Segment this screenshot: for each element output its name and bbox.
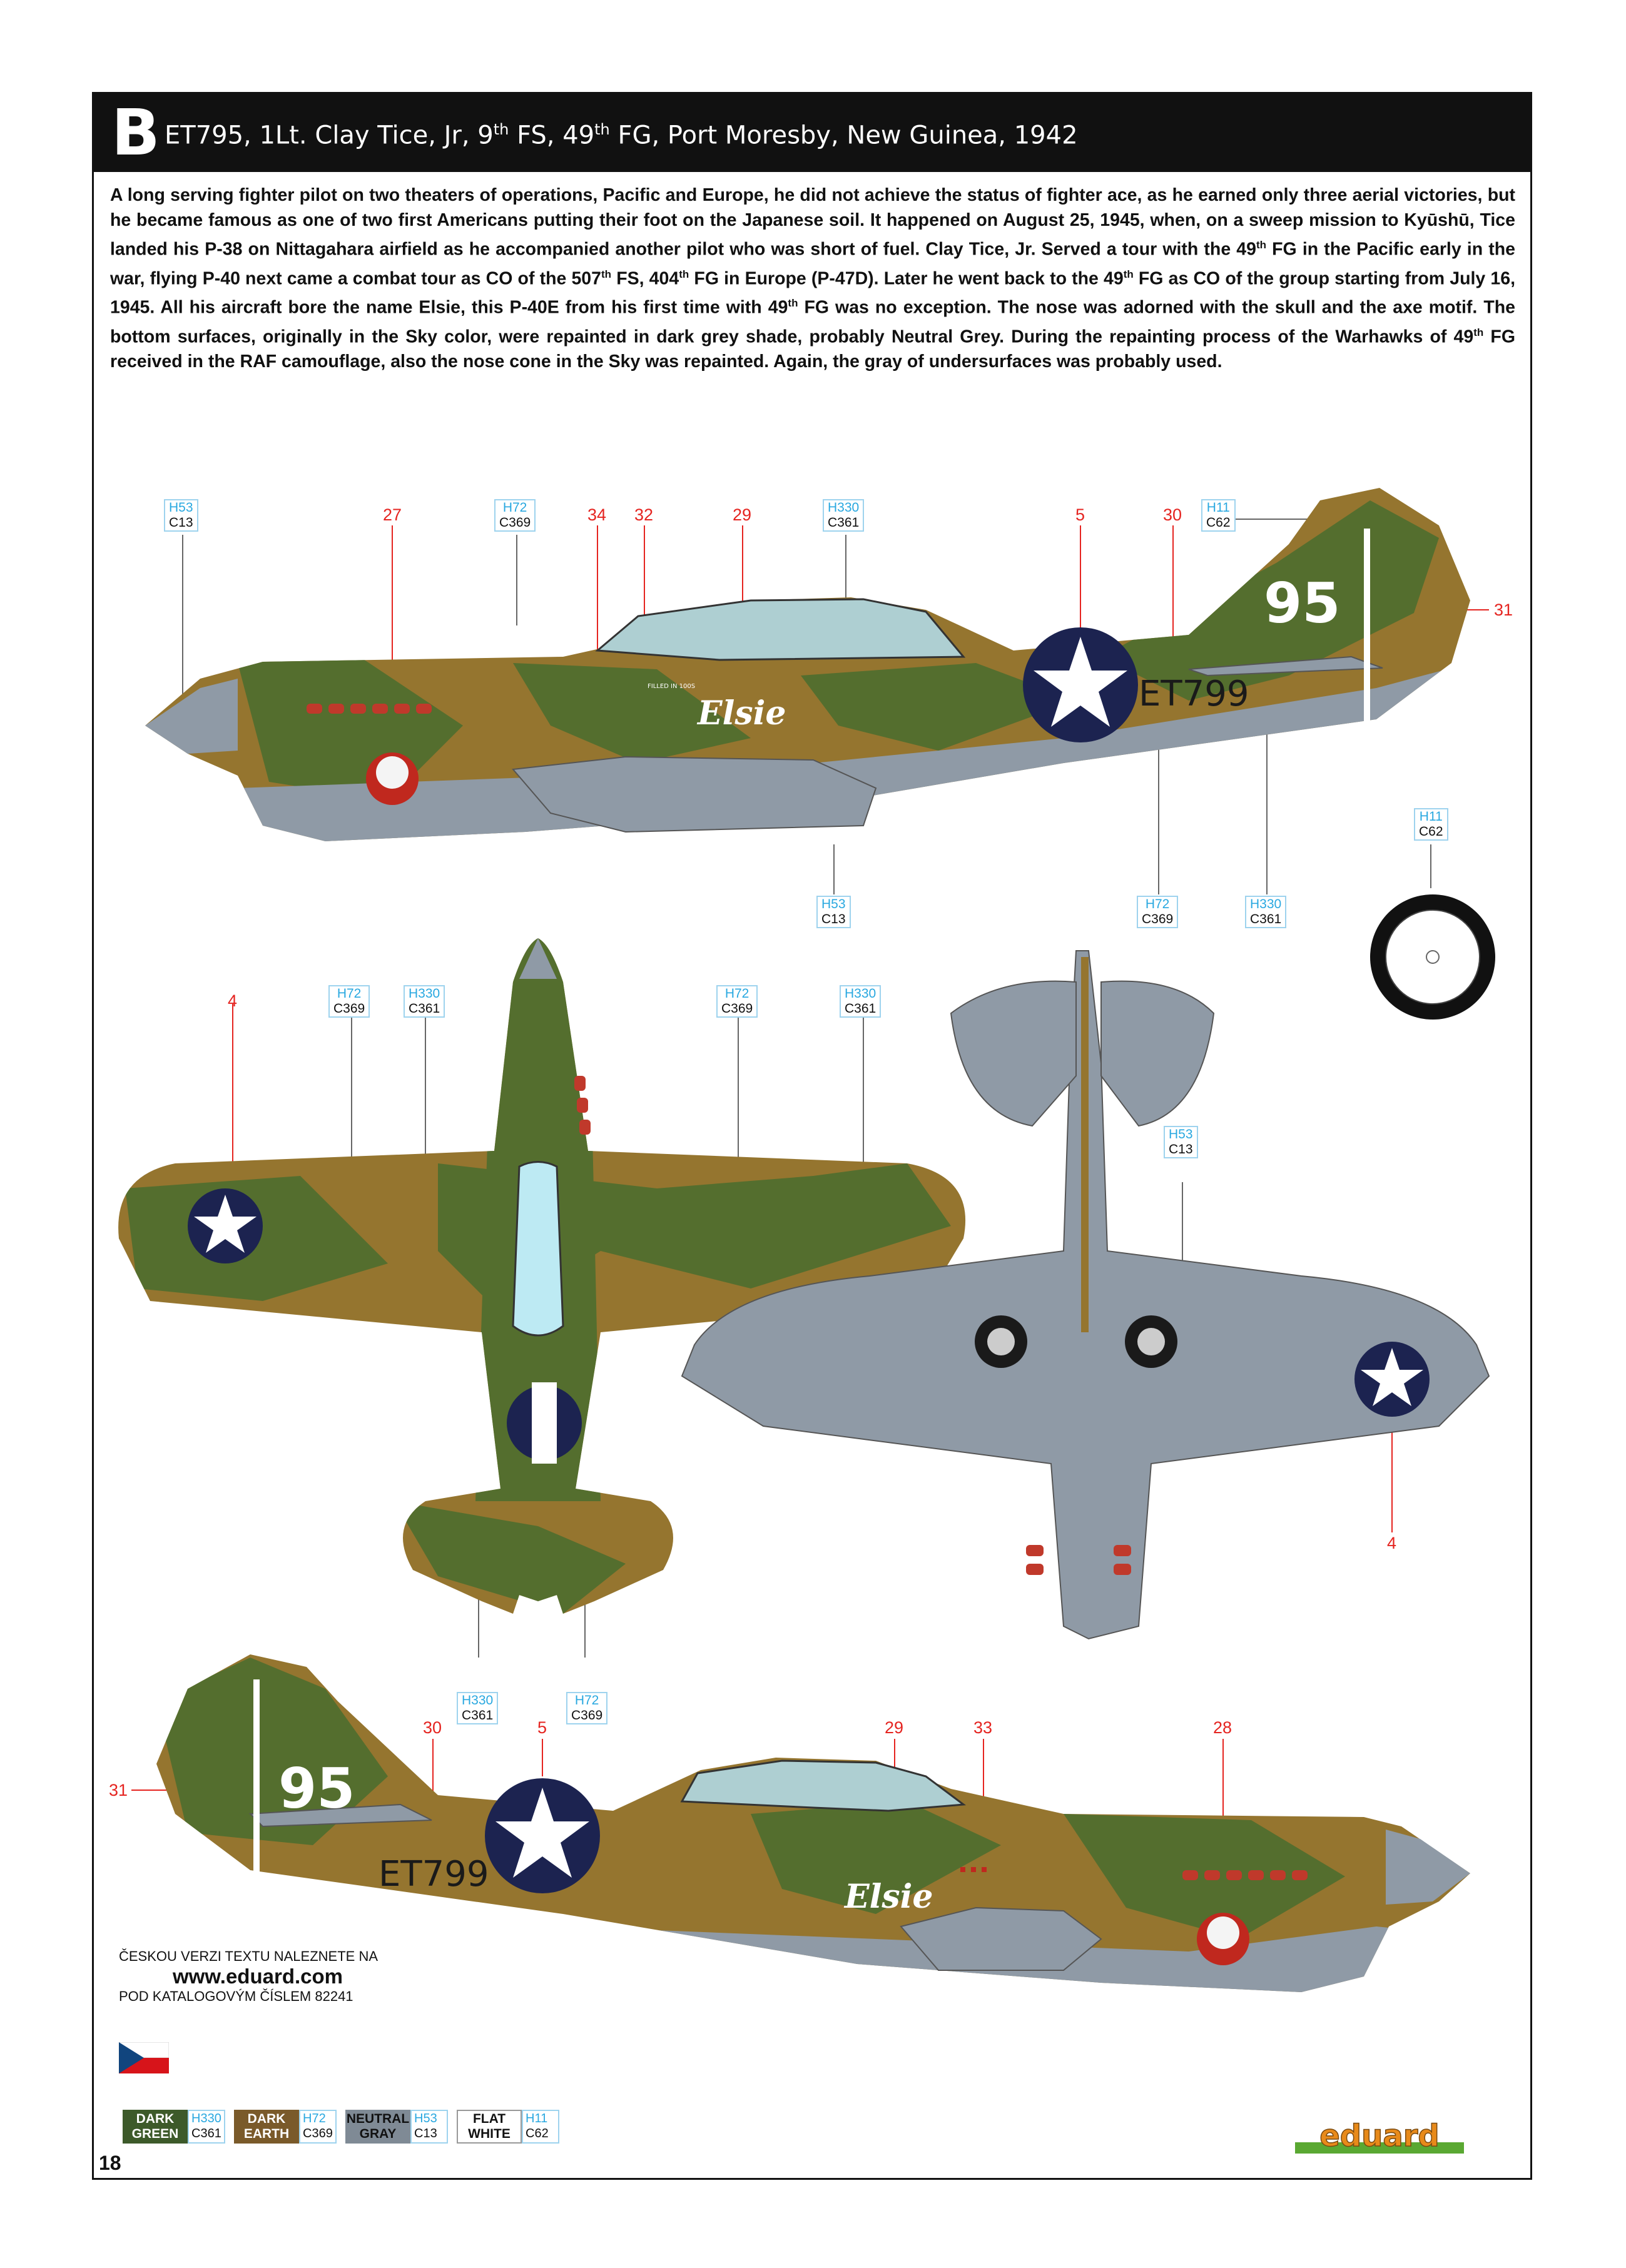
decal-number: 4	[228, 991, 238, 1010]
swatch-neutral-gray: NEUTRAL GRAY H53 C13	[345, 2110, 448, 2144]
callout-c9: H72 C369	[328, 985, 370, 1018]
callout-c14: H330 C361	[457, 1692, 498, 1724]
swatch-flat-white: FLAT WHITE H11 C62	[457, 2110, 559, 2144]
callout-c6: H72 C369	[1137, 896, 1178, 928]
callout-c11: H72 C369	[716, 985, 758, 1018]
serial-bottom: ET799	[379, 1854, 489, 1895]
page-number: 18	[99, 2152, 121, 2174]
eduard-logo	[1289, 2117, 1470, 2156]
tail-number-bottom: 95	[278, 1756, 355, 1821]
tail-number-top: 95	[1264, 571, 1341, 635]
name-top: Elsie	[698, 694, 786, 732]
czech-flag-icon	[119, 2042, 169, 2073]
decal-number: 29	[733, 505, 752, 524]
svg-text:eduard: eduard	[1319, 2119, 1440, 2154]
callout-c1: H53 C13	[164, 499, 198, 532]
name-bottom: Elsie	[845, 1878, 933, 1916]
decal-number: 32	[634, 505, 654, 524]
callout-c3: H330 C361	[823, 499, 864, 532]
swatch-dark-earth: DARK EARTH H72 C369	[234, 2110, 337, 2144]
callout-c13: H53 C13	[1164, 1126, 1198, 1158]
decal-number: 27	[383, 505, 402, 524]
description-text: A long serving fighter pilot on two theaters of operations, Pacific and Europe, he did not achieve the status of fighter ace, as he earned only three aerial victories, but he became famous as one of two first Americans putting their foot on the Japanese soil. It happened on August 25, 1945, when, on a sweep mission to Kyūshū, Tice landed his P-38 on Nittagahara airfield as he accompanied another pilot who was short of fuel. Clay Tice, Jr. Served a tour with the 49th FG in the Pacific early in the war, flying P-40 next came a combat tour as CO of the 507th FS, 404th FG in Europe (P-47D). Later he went back to the 49th FG as CO of the group starting from July 16, 1945. All his aircraft bore the name Elsie, this P-40E from his first time with 49th FG was no exception. The nose was adorned with the skull and the axe motif. The bottom surfaces, originally in the Sky color, were repainted in dark grey shade, probably Neutral Grey. During the repainting process of the Warhawks of 49th FG received in the RAF camouflage, also the nose cone in the Sky was repainted. Again, the gray of undersurfaces was probably used.	[110, 185, 1516, 372]
decal-number: 4	[1387, 1534, 1397, 1552]
czech-note: ČESKOU VERZI TEXTU NALEZNETE NA www.eduard.com POD KATALOGOVÝM ČÍSLEM 82241	[119, 1948, 379, 2004]
decal-number: 30	[423, 1718, 442, 1737]
callout-c4: H11 C62	[1201, 499, 1236, 532]
paint-legend	[123, 2110, 559, 2144]
callout-c15: H72 C369	[566, 1692, 607, 1724]
website-link[interactable]: www.eduard.com	[173, 1965, 343, 1988]
decal-number: 5	[1075, 505, 1085, 524]
canopy-stencil: FILLED IN 100S	[648, 683, 696, 690]
profile-title: ET795, 1Lt. Clay Tice, Jr, 9th FS, 49th FG, Port Moresby, New Guinea, 1942	[165, 121, 1078, 150]
callout-c12: H330 C361	[840, 985, 881, 1018]
decal-number: 34	[587, 505, 607, 524]
decal-number: 29	[885, 1718, 904, 1737]
callout-c7: H330 C361	[1245, 896, 1286, 928]
serial-top: ET799	[1139, 674, 1249, 714]
decal-number: 30	[1163, 505, 1182, 524]
callout-c8: H11 C62	[1414, 808, 1448, 841]
decal-number: 31	[1494, 600, 1513, 619]
profile-letter: B	[111, 96, 160, 170]
callout-c2: H72 C369	[494, 499, 536, 532]
swatch-dark-green: DARK GREEN H330 C361	[123, 2110, 225, 2144]
callout-c10: H330 C361	[404, 985, 445, 1018]
decal-number: 5	[537, 1718, 547, 1737]
decal-number: 28	[1213, 1718, 1232, 1737]
decal-number: 33	[973, 1718, 993, 1737]
callout-c5: H53 C13	[816, 896, 851, 928]
decal-number: 31	[109, 1781, 128, 1800]
